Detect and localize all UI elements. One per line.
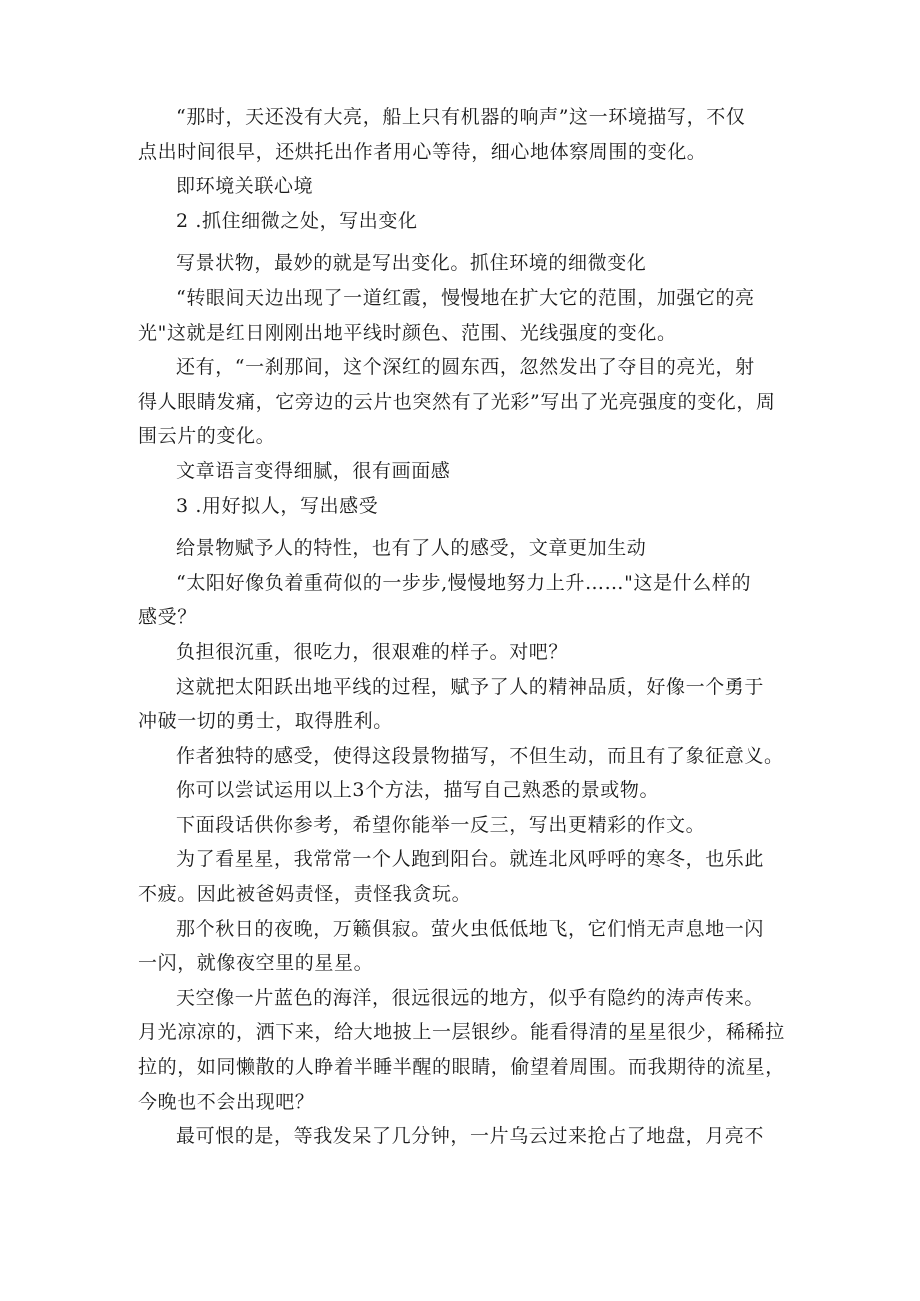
- text-line: 为了看星星，我常常一个人跑到阳台。就连北风呼呼的寒冬，也乐此: [176, 848, 765, 871]
- text-line: 文章语言变得细腻，很有画面感: [176, 459, 451, 482]
- text-line: 你可以尝试运用以上3个方法，描写自己熟悉的景或物。: [176, 779, 660, 802]
- text-line: 2 .抓住细微之处，写出变化: [176, 209, 418, 232]
- text-line: 那个秋日的夜晚，万籁俱寂。萤火虫低低地飞，它们悄无声息地一闪: [176, 917, 765, 940]
- text-line: 冲破一切的勇士，取得胜利。: [138, 710, 393, 733]
- text-line: 今晚也不会出现吧？: [138, 1090, 315, 1113]
- text-line: 围云片的变化。: [138, 425, 276, 448]
- text-line: 月光凉凉的，洒下来，给大地披上一层银纱。能看得清的星星很少，稀稀拉: [138, 1021, 785, 1044]
- text-line: 光"这就是红日刚刚出地平线时颜色、范围、光线强度的变化。: [138, 321, 677, 344]
- text-line: 作者独特的感受，使得这段景物描写，不但生动，而且有了象征意义。: [176, 744, 784, 767]
- text-line: 这就把太阳跃出地平线的过程，赋予了人的精神品质，好像一个勇于: [176, 675, 765, 698]
- text-line: 写景状物，最妙的就是写出变化。抓住环境的细微变化: [176, 252, 647, 275]
- text-line: 拉的，如同懒散的人睁着半睡半醒的眼睛，偷望着周围。而我期待的流星，: [138, 1056, 785, 1079]
- text-line: 最可恨的是，等我发呆了几分钟，一片乌云过来抢占了地盘，月亮不: [176, 1125, 765, 1148]
- text-line: 给景物赋予人的特性，也有了人的感受，文章更加生动: [176, 537, 647, 560]
- text-line: “那时，天还没有大亮，船上只有机器的响声”这一环境描写，不仅: [176, 106, 746, 128]
- document-body: [138, 100, 788, 1154]
- text-line: “转眼间天边出现了一道红霞，慢慢地在扩大它的范围，加强它的亮: [176, 286, 755, 309]
- text-line: “太阳好像负着重荷似的一步步,慢慢地努力上升……"这是什么样的: [176, 571, 752, 594]
- text-line: 一闪，就像夜空里的星星。: [138, 952, 374, 975]
- text-line: 即环境关联心境: [176, 175, 314, 198]
- text-line: 还有，“一刹那间，这个深红的圆东西，忽然发出了夺目的亮光，射: [176, 356, 755, 379]
- text-line: 不疲。因此被爸妈责怪，责怪我贪玩。: [138, 883, 472, 906]
- text-line: 下面段话供你参考，希望你能举一反三，写出更精彩的作文。: [176, 813, 706, 836]
- text-line: 感受？: [138, 606, 197, 629]
- text-line: 负担很沉重，很吃力，很艰难的样子。对吧？: [176, 640, 569, 663]
- text-line: 得人眼睛发痛，它旁边的云片也突然有了光彩”写出了光亮强度的变化，周: [138, 390, 776, 413]
- text-line: 3 .用好拟人，写出感受: [176, 494, 379, 517]
- text-line: 天空像一片蓝色的海洋，很远很远的地方，似乎有隐约的涛声传来。: [176, 986, 765, 1009]
- text-line: 点出时间很早，还烘托出作者用心等待，细心地体察周围的变化。: [138, 140, 707, 163]
